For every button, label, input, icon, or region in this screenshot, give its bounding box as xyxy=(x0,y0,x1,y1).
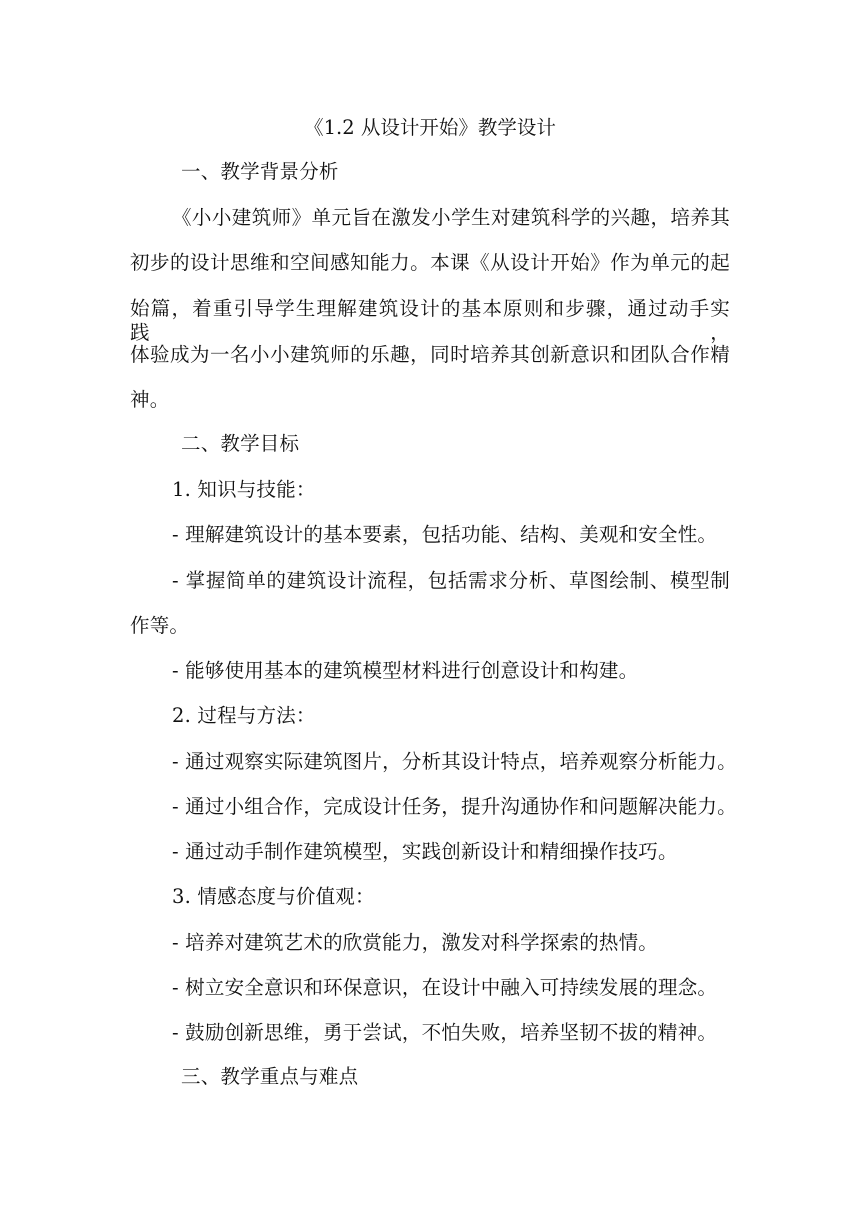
paragraph-line: 始篇，着重引导学生理解建筑设计的基本原则和步骤，通过动手实践， xyxy=(130,297,730,344)
goal-item: - 理解建筑设计的基本要素，包括功能、结构、美观和安全性。 xyxy=(172,523,718,546)
paragraph-line: 《小小建筑师》单元旨在激发小学生对建筑科学的兴趣，培养其 xyxy=(172,206,730,229)
section-heading-background: 一、教学背景分析 xyxy=(181,160,339,183)
section-heading-key-points: 三、教学重点与难点 xyxy=(181,1065,359,1088)
goal-item: - 能够使用基本的建筑模型材料进行创意设计和构建。 xyxy=(172,659,639,682)
goal-item: - 通过观察实际建筑图片，分析其设计特点，培养观察分析能力。 xyxy=(172,750,737,773)
goal-item: 作等。 xyxy=(130,614,190,637)
goal-item: - 树立安全意识和环保意识，在设计中融入可持续发展的理念。 xyxy=(172,976,718,999)
document-title: 《1.2 从设计开始》教学设计 xyxy=(304,116,556,139)
paragraph-line: 神。 xyxy=(130,388,170,411)
paragraph-line: 初步的设计思维和空间感知能力。本课《从设计开始》作为单元的起 xyxy=(130,251,730,274)
goal-item: - 掌握简单的建筑设计流程，包括需求分析、草图绘制、模型制 xyxy=(172,569,730,592)
goal-item: - 培养对建筑艺术的欣赏能力，激发对科学探索的热情。 xyxy=(172,931,658,954)
goal-label-values: 3. 情感态度与价值观： xyxy=(172,885,375,908)
goal-label-knowledge: 1. 知识与技能： xyxy=(172,478,316,501)
paragraph-line: 体验成为一名小小建筑师的乐趣，同时培养其创新意识和团队合作精 xyxy=(130,343,730,366)
goal-item: - 鼓励创新思维，勇于尝试，不怕失败，培养坚韧不拔的精神。 xyxy=(172,1021,718,1044)
goal-label-process: 2. 过程与方法： xyxy=(172,704,316,727)
section-heading-goals: 二、教学目标 xyxy=(181,432,300,455)
goal-item: - 通过动手制作建筑模型，实践创新设计和精细操作技巧。 xyxy=(172,840,678,863)
goal-item: - 通过小组合作，完成设计任务，提升沟通协作和问题解决能力。 xyxy=(172,795,737,818)
